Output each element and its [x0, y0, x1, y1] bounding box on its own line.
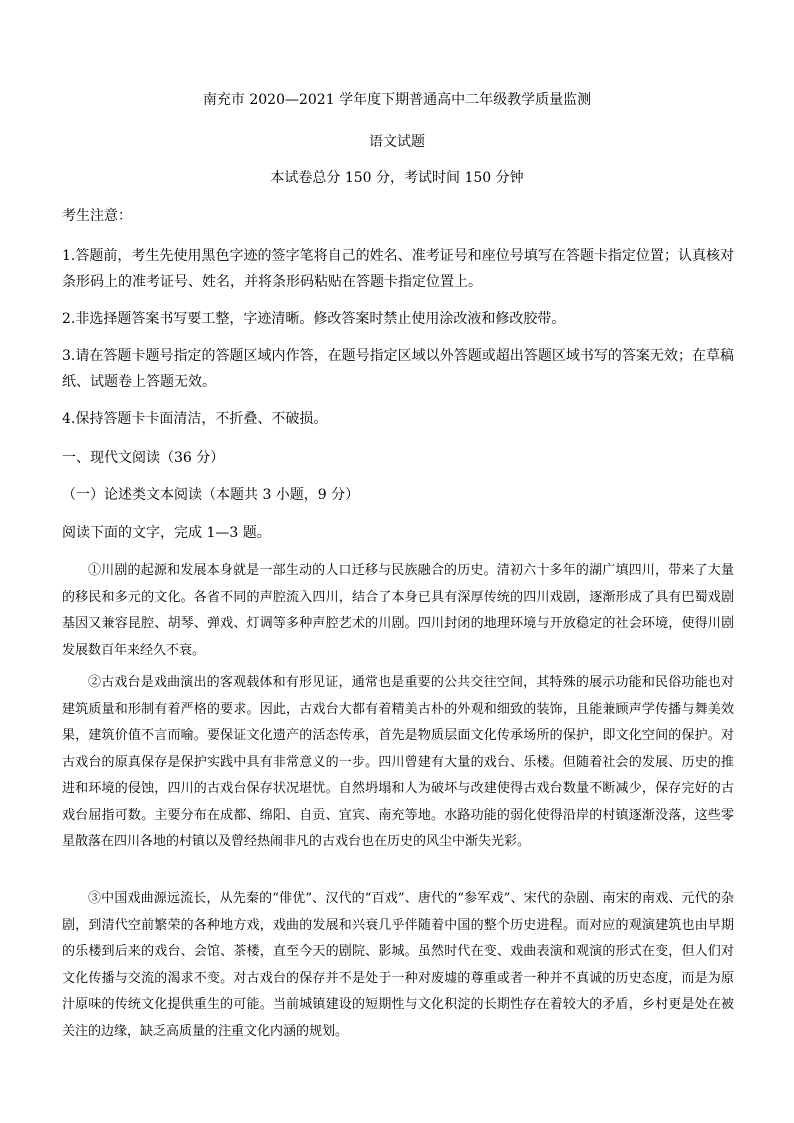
- notice-item-2: 2.非选择题答案书写要工整，字迹清晰。修改答案时禁止使用涂改液和修改胶带。: [62, 311, 566, 327]
- passage-paragraph-1: ①川剧的起源和发展本身就是一部生动的人口迁移与民族融合的历史。清初六十多年的湖广填四川，带来了大量的移民和多元的文化。各省不同的声腔流入四川，结合了本身已具有深厚传统的四川戏剧，逐渐形成了具有巴蜀戏剧基因又兼容昆腔、胡琴、弹戏、灯调等多种声腔艺术的川剧。四川封闭的地理环境与开放稳定的社会环境，使得川剧发展数百年来经久不衰。: [62, 563, 734, 658]
- notice-item-1: 1.答题前，考生先使用黑色字迹的签字笔将自己的姓名、准考证号和座位号填写在答题卡指定位置；认真核对条形码上的准考证号、姓名，并将条形码粘贴在答题卡指定位置上。: [62, 248, 734, 290]
- section-heading: 一、现代文阅读（36 分）: [62, 450, 225, 466]
- score-time-line: 本试卷总分 150 分，考试时间 150 分钟: [270, 170, 524, 186]
- notice-heading: 考生注意：: [62, 208, 132, 224]
- notice-item-4: 4.保持答题卡卡面清洁，不折叠、不破损。: [62, 411, 328, 427]
- subsection-heading: （一）论述类文本阅读（本题共 3 小题，9 分）: [62, 487, 360, 503]
- notice-item-3: 3.请在答题卡题号指定的答题区域内作答，在题号指定区域以外答题或超出答题区域书写的答案无效；在草稿纸、试题卷上答题无效。: [62, 348, 734, 390]
- passage-paragraph-2: ②古戏台是戏曲演出的客观载体和有形见证，通常也是重要的公共交往空间，其特殊的展示功能和民俗功能也对建筑质量和形制有着严格的要求。因此，古戏台大都有着精美古朴的外观和细致的装饰，且能兼顾声学传播与舞美效果，建筑价值不言而喻。要保证文化遗产的活态传承，首先是物质层面文化传承场所的保护，即文化空间的保护。对古戏台的原真保存是保护实践中具有非常意义的一步。四川曾建有大量的戏台、乐楼。但随着社会的发展、历史的推进和环境的侵蚀，四川的古戏台保存状况堪忧。自然坍塌和人为破坏与改建使得古戏台数量不断减少，保存完好的古戏台屈指可数。主要分布在成都、绵阳、自贡、宜宾、南充等地。水路功能的弱化使得沿岸的村镇逐渐没落，这些零星散落在四川各地的村镇以及曾经热闹非凡的古戏台也在历史的风尘中渐失光彩。: [62, 675, 734, 849]
- subject-title: 语文试题: [369, 134, 425, 150]
- exam-title: 南充市 2020—2021 学年度下期普通高中二年级教学质量监测: [202, 92, 592, 108]
- reading-instruction: 阅读下面的文字，完成 1—3 题。: [62, 525, 271, 541]
- passage-paragraph-3: ③中国戏曲源远流长，从先秦的“俳优”、汉代的“百戏”、唐代的“参军戏”、宋代的杂剧、南宋的南戏、元代的杂剧，到清代空前繁荣的各种地方戏，戏曲的发展和兴衰几乎伴随着中国的整个历史进程。而对应的观演建筑也由早期的乐楼到后来的戏台、会馆、茶楼，直至今天的剧院、影城。虽然时代在变、戏曲表演和观演的形式在变，但人们对文化传播与交流的渴求不变。对古戏台的保存并不是处于一种对废墟的尊重或者一种并不真诚的历史态度，而是为原汁原味的传统文化提供重生的可能。当前城镇建设的短期性与文化积淀的长期性存在着较大的矛盾，乡村更是处在被关注的边缘，缺乏高质量的注重文化内涵的规划。: [62, 891, 734, 1039]
